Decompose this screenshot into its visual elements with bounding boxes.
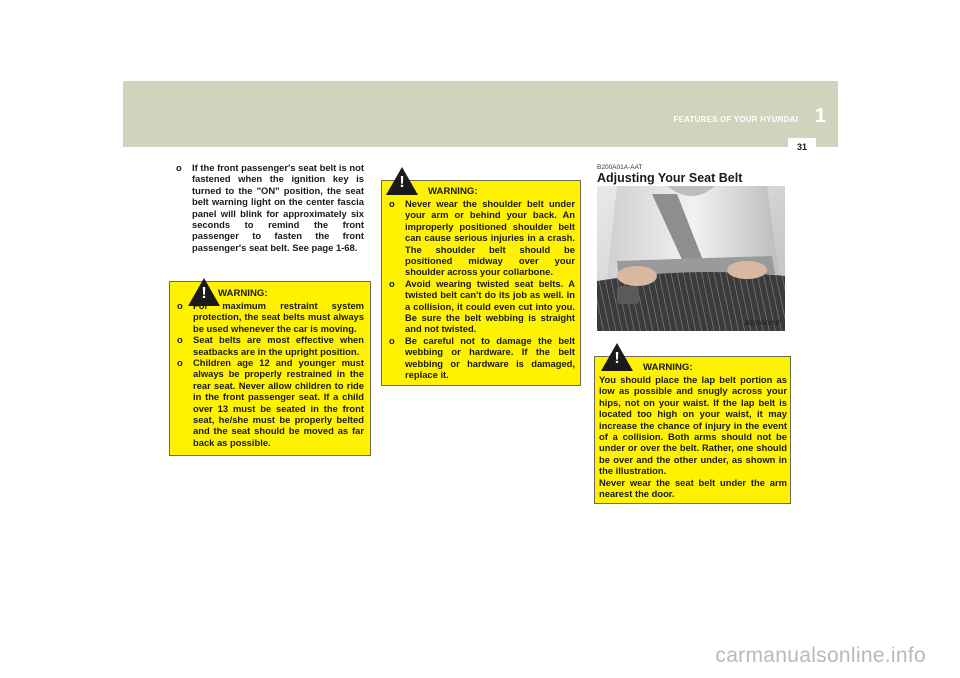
chapter-number: 1 [814, 105, 826, 127]
list-item: o Never wear the shoulder belt under your arm or behind your back. An improperly positioned shoulder belt can cause serious injuries in a crash. The shoulder belt should be positioned midway over your shoulder across your collarbone. [389, 198, 575, 278]
header-band [123, 81, 838, 147]
section-code: B200A01A-AAT [597, 164, 643, 171]
note-text: If the front passenger's seat belt is not fastened when the ignition key is turned to the "ON" position, the seat belt warning light on the center fascia panel will blink for approximately six seconds to remind the front passenger to fasten the front passenger's seat belt. See page 1-68. [192, 162, 364, 253]
bullet-mark: o [177, 357, 183, 369]
warning-title: WARNING: [428, 186, 478, 197]
section-title: Adjusting Your Seat Belt [597, 171, 743, 185]
bullet-mark: o [389, 277, 395, 289]
warning-triangle-icon: ! [188, 278, 220, 306]
bullet-mark: o [177, 334, 183, 346]
list-item: o Be careful not to damage the belt webbing or hardware. If the belt webbing or hardware is damaged, replace it. [389, 334, 575, 381]
bullet-mark: o [176, 162, 182, 173]
bullet-mark: o [389, 198, 395, 209]
seat-belt-illustration [597, 186, 785, 331]
warning-box-lap-belt [594, 350, 791, 504]
warning-box-restraint [169, 281, 371, 456]
list-item: o Children age 12 and younger must always be properly restrained in the rear seat. Never allow children to ride in the front passenger seat. If a child over 13 must be seated in the front seat, he/she must be properly belted and the seat should be moved as far back as possible. [177, 357, 364, 448]
watermark: carmanualsonline.info [715, 644, 926, 667]
bullet-mark: o [177, 300, 183, 311]
warning-paragraph: Never wear the seat belt under the arm nearest the door. [599, 476, 787, 500]
seat-belt-photo-icon [597, 186, 785, 331]
warning-paragraph: You should place the lap belt portion as low as possible and snugly across your hips, not on your waist. If the lap belt is located too high on your waist, it may increase the chance of injury in the event of a collision. Both arms should not be under or over the belt. Rather, one should be over and the other under, as shown in the illustration. [599, 374, 787, 477]
page-number: 31 [788, 138, 816, 156]
list-item [176, 162, 364, 253]
warning-body [177, 300, 364, 448]
list-item: o Avoid wearing twisted seat belts. A twisted belt can't do its job as well. In a collision, it could even cut into you. Be sure the belt webbing is straight and not twisted. [389, 277, 575, 335]
warning-body [599, 374, 787, 499]
warning-triangle-icon: ! [386, 167, 418, 195]
warning-triangle-icon: ! [601, 343, 633, 371]
warning-body [389, 198, 575, 381]
list-item: o For maximum restraint system protection, the seat belts must always be used whenever the car is moving. [177, 300, 364, 334]
warning-title: WARNING: [218, 288, 268, 299]
image-code: B200A01NF [745, 320, 781, 327]
passenger-seatbelt-note [176, 162, 364, 253]
bullet-mark: o [389, 334, 395, 346]
warning-title: WARNING: [643, 362, 693, 373]
section-label: FEATURES OF YOUR HYUNDAI [673, 115, 798, 124]
list-item: o Seat belts are most effective when seatbacks are in the upright position. [177, 334, 364, 357]
warning-box-shoulder-belt [381, 174, 581, 386]
